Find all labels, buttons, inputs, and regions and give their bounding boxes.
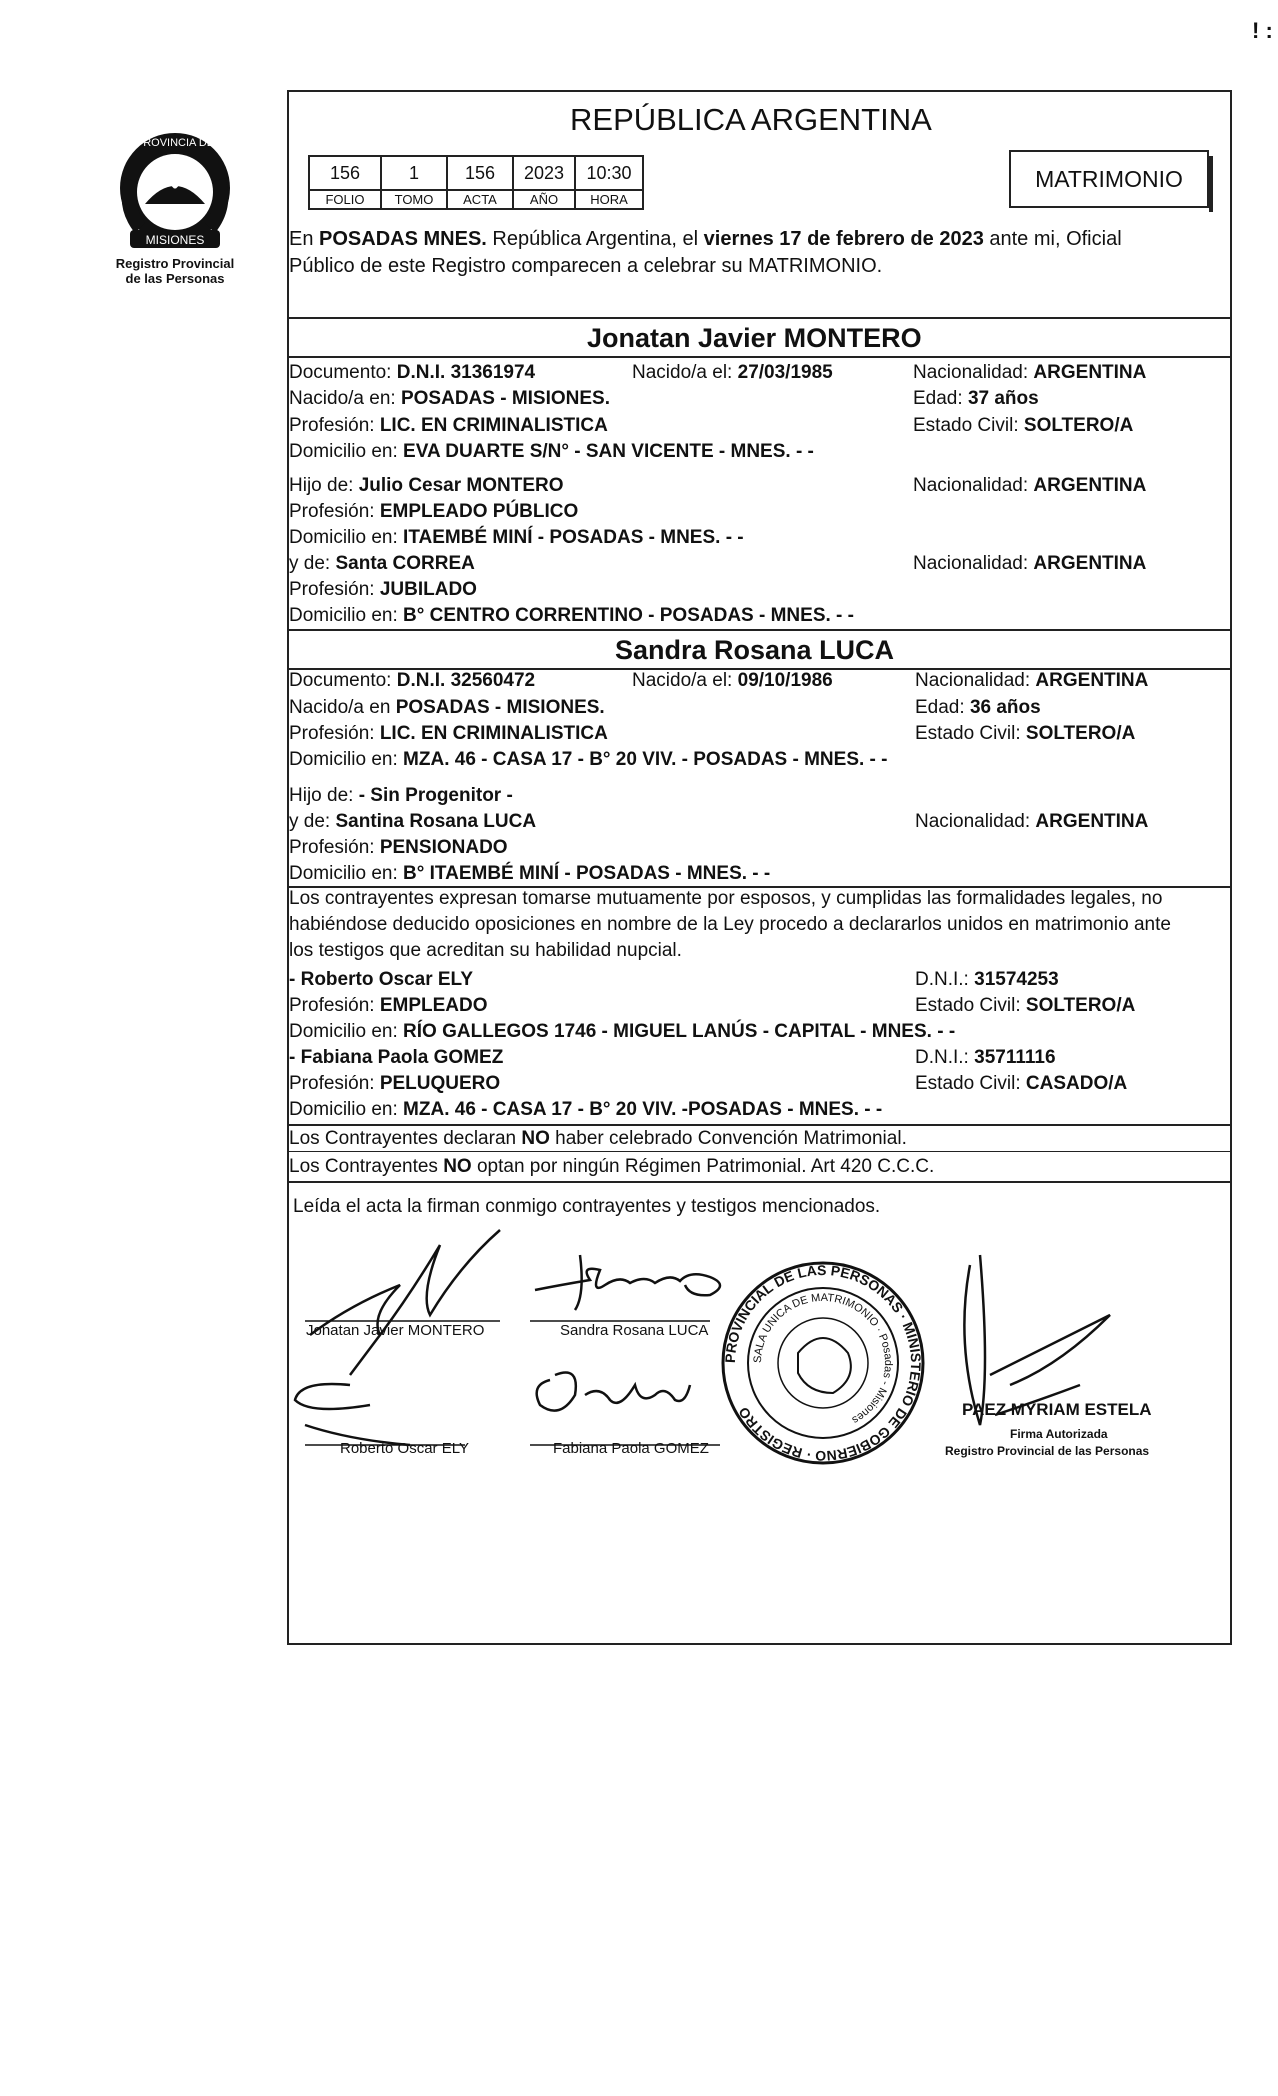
ano-label: AÑO — [513, 190, 575, 209]
intro-line1: En POSADAS MNES. República Argentina, el viernes 17 de febrero de 2023 ante mi, Oficial — [289, 228, 1122, 250]
bride-nationality: Nacionalidad: ARGENTINA — [915, 670, 1149, 691]
logo-caption — [95, 256, 255, 286]
groom-address: Domicilio en: EVA DUARTE S/N° - SAN VICENTE - MNES. - - — [289, 441, 814, 462]
witness1-profession: Profesión: EMPLEADO — [289, 995, 488, 1016]
folio-value: 156 — [309, 156, 381, 190]
witness1-signature-icon — [295, 1384, 410, 1445]
groom-nationality: Nacionalidad: ARGENTINA — [913, 362, 1147, 383]
bride-signature-label: Sandra Rosana LUCA — [560, 1322, 709, 1339]
official-stamp-icon — [718, 1258, 928, 1468]
groom-profession: Profesión: LIC. EN CRIMINALISTICA — [289, 415, 608, 436]
folio-label: FOLIO — [309, 190, 381, 209]
witness2-dni: D.N.I.: 35711116 — [915, 1047, 1056, 1068]
bride-age: Edad: 36 años — [915, 697, 1041, 718]
bride-name: Sandra Rosana LUCA — [615, 635, 895, 665]
tomo-label: TOMO — [381, 190, 447, 209]
officer-name: PAEZ MYRIAM ESTELA — [962, 1400, 1152, 1419]
svg-text:SALA UNICA DE MATRIMONIO · Pos — [752, 1292, 894, 1426]
logo-caption-line2: de las Personas — [125, 271, 225, 286]
bride-birthplace: Nacido/a en POSADAS - MISIONES. — [289, 697, 605, 718]
acta-value: 156 — [447, 156, 513, 190]
groom-age: Edad: 37 años — [913, 388, 1039, 409]
groom-birthplace: Nacido/a en: POSADAS - MISIONES. — [289, 388, 610, 409]
witness1-dni: D.N.I.: 31574253 — [915, 969, 1059, 990]
groom-father-address: Domicilio en: ITAEMBÉ MINÍ - POSADAS - MNES. - - — [289, 527, 744, 548]
groom-mother-nationality: Nacionalidad: ARGENTINA — [913, 553, 1147, 574]
officer-organization: Registro Provincial de las Personas — [945, 1444, 1150, 1458]
record-type: MATRIMONIO — [1035, 165, 1183, 192]
closing-statement: Leída el acta la firman conmigo contrayentes y testigos mencionados. — [293, 1196, 881, 1217]
bride-address: Domicilio en: MZA. 46 - CASA 17 - B° 20 VIV. - POSADAS - MNES. - - — [289, 749, 888, 770]
witness1-name: - Roberto Oscar ELY — [289, 969, 474, 990]
bride-mother-profession: Profesión: PENSIONADO — [289, 837, 508, 858]
hora-label: HORA — [575, 190, 643, 209]
groom-mother-profession: Profesión: JUBILADO — [289, 579, 477, 600]
margin-marks: ! : — [1252, 18, 1273, 43]
groom-father: Hijo de: Julio Cesar MONTERO — [289, 475, 564, 496]
witness1-address: Domicilio en: RÍO GALLEGOS 1746 - MIGUEL LANÚS - CAPITAL - MNES. - - — [289, 1021, 956, 1042]
hora-value: 10:30 — [575, 156, 643, 190]
groom-father-profession: Profesión: EMPLEADO PÚBLICO — [289, 501, 579, 522]
groom-birthdate: Nacido/a el: 27/03/1985 — [632, 362, 833, 383]
witness2-profession: Profesión: PELUQUERO — [289, 1073, 501, 1094]
ano-value: 2023 — [513, 156, 575, 190]
witness2-signature-label: Fabiana Paola GOMEZ — [553, 1440, 709, 1457]
officer-title: Firma Autorizada — [1010, 1427, 1108, 1441]
groom-signature-icon — [310, 1230, 500, 1375]
witness2-name: - Fabiana Paola GOMEZ — [289, 1047, 504, 1068]
record-type-box — [1009, 150, 1209, 208]
bride-mother-address: Domicilio en: B° ITAEMBÉ MINÍ - POSADAS - MNES. - - — [289, 863, 771, 884]
declaration-line2: habiéndose deducido oposiciones en nombre de la Ley procedo a declararlos unidos en matrimonio ante — [289, 914, 1171, 935]
province-seal-icon — [105, 118, 245, 258]
groom-civil-status: Estado Civil: SOLTERO/A — [913, 415, 1134, 436]
bride-signature-icon — [535, 1255, 720, 1310]
groom-document: Documento: D.N.I. 31361974 — [289, 362, 536, 383]
bride-father: Hijo de: - Sin Progenitor - — [289, 785, 513, 806]
acta-label: ACTA — [447, 190, 513, 209]
logo-caption-line1: Registro Provincial — [115, 256, 235, 271]
bride-mother: y de: Santina Rosana LUCA — [289, 811, 537, 832]
witness1-civil-status: Estado Civil: SOLTERO/A — [915, 995, 1136, 1016]
bride-document: Documento: D.N.I. 32560472 — [289, 670, 536, 691]
document-title: REPÚBLICA ARGENTINA — [570, 102, 932, 137]
declaration-line3: los testigos que acreditan su habilidad nupcial. — [289, 940, 682, 961]
bride-birthdate: Nacido/a el: 09/10/1986 — [632, 670, 833, 691]
groom-signature-label: Jonatan Javier MONTERO — [306, 1322, 485, 1339]
patrimonial-regime-note: Los Contrayentes NO optan por ningún Régimen Patrimonial. Art 420 C.C.C. — [289, 1156, 935, 1177]
bride-civil-status: Estado Civil: SOLTERO/A — [915, 723, 1136, 744]
bride-mother-nationality: Nacionalidad: ARGENTINA — [915, 811, 1149, 832]
groom-father-nationality: Nacionalidad: ARGENTINA — [913, 475, 1147, 496]
intro-line2: Público de este Registro comparecen a celebrar su MATRIMONIO. — [289, 255, 883, 277]
groom-mother: y de: Santa CORREA — [289, 553, 475, 574]
record-index-table — [308, 155, 644, 210]
tomo-value: 1 — [381, 156, 447, 190]
witness2-address: Domicilio en: MZA. 46 - CASA 17 - B° 20 VIV. -POSADAS - MNES. - - — [289, 1099, 883, 1120]
declaration-line1: Los contrayentes expresan tomarse mutuamente por esposos, y cumplidas las formalidades legales, no — [289, 888, 1163, 909]
seal-banner-text: MISIONES — [145, 233, 205, 247]
bride-profession: Profesión: LIC. EN CRIMINALISTICA — [289, 723, 608, 744]
seal-top-text: PROVINCIA DE — [135, 137, 215, 149]
stamp-inner-text: SALA UNICA DE MATRIMONIO · Posadas - Misiones — [751, 1291, 895, 1427]
stamp-outer-text: PROVINCIAL DE LAS PERSONAS · MINISTERIO DE GOBIERNO · REGISTRO — [721, 1261, 925, 1465]
witness1-signature-label: Roberto Oscar ELY — [340, 1440, 469, 1457]
registry-logo — [105, 118, 245, 258]
witness2-civil-status: Estado Civil: CASADO/A — [915, 1073, 1128, 1094]
witness2-signature-icon — [537, 1373, 690, 1411]
matrimonial-convention-note: Los Contrayentes declaran NO haber celebrado Convención Matrimonial. — [289, 1128, 907, 1149]
groom-mother-address: Domicilio en: B° CENTRO CORRENTINO - POSADAS - MNES. - - — [289, 605, 854, 626]
groom-name: Jonatan Javier MONTERO — [587, 323, 922, 353]
